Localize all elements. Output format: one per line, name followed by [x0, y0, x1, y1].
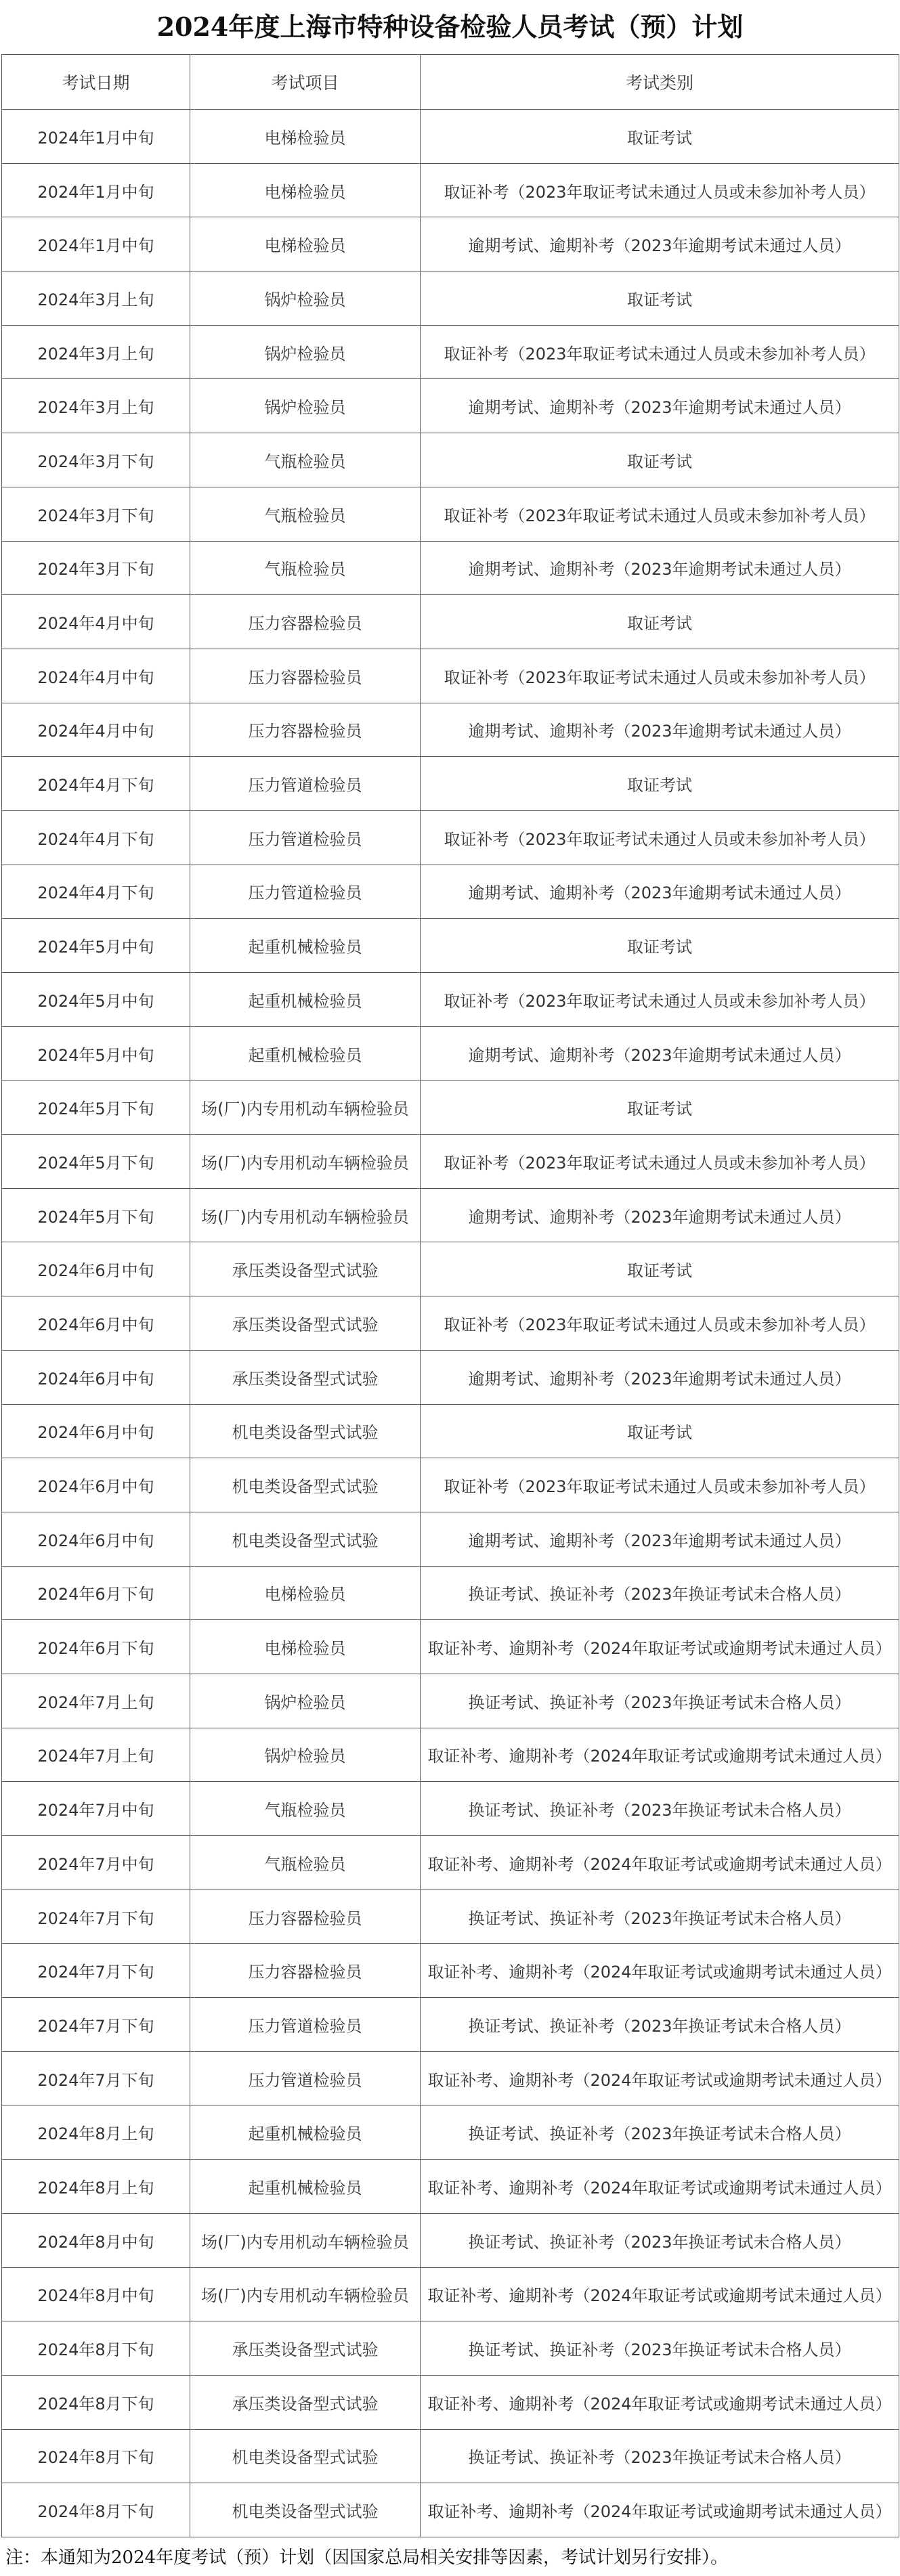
cell-exam-category: 取证补考、逾期补考（2024年取证考试或逾期考试未通过人员） [421, 2375, 899, 2429]
cell-exam-category: 取证考试 [421, 595, 899, 649]
table-row [2, 1188, 899, 1242]
cell-exam-category: 逾期考试、逾期补考（2023年逾期考试未通过人员） [421, 217, 899, 271]
cell-exam-category: 取证补考、逾期补考（2024年取证考试或逾期考试未通过人员） [421, 2160, 899, 2214]
cell-exam-category: 取证考试 [421, 110, 899, 164]
cell-exam-subject: 承压类设备型式试验 [190, 1242, 421, 1296]
table-row [2, 1080, 899, 1135]
table-row [2, 973, 899, 1027]
header-exam-date: 考试日期 [2, 55, 190, 110]
table-row [2, 1512, 899, 1566]
table-row [2, 1728, 899, 1782]
cell-exam-category: 取证补考、逾期补考（2024年取证考试或逾期考试未通过人员） [421, 1620, 899, 1674]
table-row [2, 2267, 899, 2321]
cell-exam-subject: 压力管道检验员 [190, 2051, 421, 2105]
table-row [2, 2429, 899, 2483]
table-row [2, 2213, 899, 2267]
table-row [2, 2105, 899, 2160]
footnote: 注：本通知为2024年度考试（预）计划（因国家总局相关安排等因素，考试计划另行安排）。 [5, 2548, 729, 2568]
table-row [2, 757, 899, 811]
cell-exam-date: 2024年4月中旬 [2, 703, 190, 757]
cell-exam-subject: 锅炉检验员 [190, 379, 421, 433]
cell-exam-subject: 压力容器检验员 [190, 1944, 421, 1998]
cell-exam-category: 逾期考试、逾期补考（2023年逾期考试未通过人员） [421, 1350, 899, 1404]
cell-exam-date: 2024年1月中旬 [2, 217, 190, 271]
cell-exam-date: 2024年8月下旬 [2, 2429, 190, 2483]
cell-exam-date: 2024年5月下旬 [2, 1135, 190, 1189]
cell-exam-subject: 气瓶检验员 [190, 1782, 421, 1836]
cell-exam-date: 2024年5月下旬 [2, 1080, 190, 1135]
cell-exam-category: 取证考试 [421, 919, 899, 973]
cell-exam-category: 取证补考、逾期补考（2024年取证考试或逾期考试未通过人员） [421, 1944, 899, 1998]
cell-exam-category: 换证考试、换证补考（2023年换证考试未合格人员） [421, 2429, 899, 2483]
table-row [2, 1026, 899, 1080]
cell-exam-subject: 场(厂)内专用机动车辆检验员 [190, 1080, 421, 1135]
page-title: 2024年度上海市特种设备检验人员考试（预）计划 [156, 12, 744, 42]
cell-exam-category: 取证考试 [421, 1242, 899, 1296]
cell-exam-subject: 气瓶检验员 [190, 1836, 421, 1890]
table-row [2, 217, 899, 271]
cell-exam-category: 取证补考（2023年取证考试未通过人员或未参加补考人员） [421, 325, 899, 379]
cell-exam-subject: 压力管道检验员 [190, 865, 421, 919]
table-row [2, 1350, 899, 1404]
cell-exam-category: 取证考试 [421, 1404, 899, 1458]
cell-exam-date: 2024年7月下旬 [2, 1890, 190, 1944]
table-row [2, 595, 899, 649]
cell-exam-category: 取证补考（2023年取证考试未通过人员或未参加补考人员） [421, 649, 899, 703]
table-row [2, 110, 899, 164]
cell-exam-date: 2024年4月中旬 [2, 649, 190, 703]
cell-exam-category: 取证考试 [421, 1080, 899, 1135]
cell-exam-subject: 锅炉检验员 [190, 271, 421, 326]
cell-exam-subject: 压力管道检验员 [190, 1998, 421, 2052]
cell-exam-category: 逾期考试、逾期补考（2023年逾期考试未通过人员） [421, 541, 899, 595]
table-row [2, 379, 899, 433]
cell-exam-date: 2024年3月上旬 [2, 271, 190, 326]
table-row [2, 1566, 899, 1620]
cell-exam-subject: 场(厂)内专用机动车辆检验员 [190, 1135, 421, 1189]
cell-exam-category: 逾期考试、逾期补考（2023年逾期考试未通过人员） [421, 1026, 899, 1080]
cell-exam-date: 2024年8月下旬 [2, 2483, 190, 2537]
cell-exam-subject: 锅炉检验员 [190, 325, 421, 379]
cell-exam-subject: 气瓶检验员 [190, 541, 421, 595]
cell-exam-category: 取证补考（2023年取证考试未通过人员或未参加补考人员） [421, 487, 899, 541]
table-row [2, 1242, 899, 1296]
cell-exam-date: 2024年7月上旬 [2, 1674, 190, 1728]
cell-exam-date: 2024年8月下旬 [2, 2321, 190, 2376]
cell-exam-date: 2024年5月中旬 [2, 973, 190, 1027]
cell-exam-category: 取证补考（2023年取证考试未通过人员或未参加补考人员） [421, 1296, 899, 1351]
cell-exam-date: 2024年4月下旬 [2, 865, 190, 919]
cell-exam-date: 2024年1月中旬 [2, 163, 190, 217]
cell-exam-category: 换证考试、换证补考（2023年换证考试未合格人员） [421, 1890, 899, 1944]
cell-exam-date: 2024年4月中旬 [2, 595, 190, 649]
table-row [2, 2051, 899, 2105]
cell-exam-date: 2024年7月下旬 [2, 2051, 190, 2105]
table-row [2, 1404, 899, 1458]
cell-exam-date: 2024年6月中旬 [2, 1242, 190, 1296]
cell-exam-subject: 机电类设备型式试验 [190, 1404, 421, 1458]
cell-exam-category: 取证补考（2023年取证考试未通过人员或未参加补考人员） [421, 973, 899, 1027]
cell-exam-category: 换证考试、换证补考（2023年换证考试未合格人员） [421, 2105, 899, 2160]
table-row [2, 1890, 899, 1944]
table-header-row [2, 55, 899, 110]
table-body [2, 110, 899, 2537]
table-row [2, 2375, 899, 2429]
cell-exam-subject: 电梯检验员 [190, 163, 421, 217]
cell-exam-subject: 锅炉检验员 [190, 1728, 421, 1782]
cell-exam-date: 2024年7月上旬 [2, 1728, 190, 1782]
cell-exam-category: 取证补考（2023年取证考试未通过人员或未参加补考人员） [421, 810, 899, 865]
table-row [2, 271, 899, 326]
table-row [2, 2160, 899, 2214]
table-row [2, 1458, 899, 1512]
cell-exam-date: 2024年1月中旬 [2, 110, 190, 164]
cell-exam-category: 换证考试、换证补考（2023年换证考试未合格人员） [421, 1566, 899, 1620]
cell-exam-date: 2024年6月中旬 [2, 1296, 190, 1351]
cell-exam-category: 换证考试、换证补考（2023年换证考试未合格人员） [421, 1998, 899, 2052]
cell-exam-date: 2024年7月中旬 [2, 1836, 190, 1890]
cell-exam-subject: 机电类设备型式试验 [190, 2429, 421, 2483]
cell-exam-category: 取证补考（2023年取证考试未通过人员或未参加补考人员） [421, 1458, 899, 1512]
table-row [2, 163, 899, 217]
table-row [2, 1836, 899, 1890]
table-row [2, 487, 899, 541]
cell-exam-category: 逾期考试、逾期补考（2023年逾期考试未通过人员） [421, 1188, 899, 1242]
table-row [2, 649, 899, 703]
table-row [2, 433, 899, 487]
cell-exam-date: 2024年3月上旬 [2, 379, 190, 433]
cell-exam-subject: 机电类设备型式试验 [190, 1458, 421, 1512]
cell-exam-date: 2024年4月下旬 [2, 810, 190, 865]
cell-exam-category: 逾期考试、逾期补考（2023年逾期考试未通过人员） [421, 865, 899, 919]
exam-schedule-table [1, 54, 899, 2537]
cell-exam-subject: 电梯检验员 [190, 217, 421, 271]
cell-exam-subject: 气瓶检验员 [190, 433, 421, 487]
cell-exam-date: 2024年5月下旬 [2, 1188, 190, 1242]
cell-exam-category: 取证补考（2023年取证考试未通过人员或未参加补考人员） [421, 1135, 899, 1189]
cell-exam-subject: 承压类设备型式试验 [190, 2321, 421, 2376]
cell-exam-category: 换证考试、换证补考（2023年换证考试未合格人员） [421, 2321, 899, 2376]
cell-exam-subject: 气瓶检验员 [190, 487, 421, 541]
header-exam-category: 考试类别 [421, 55, 899, 110]
cell-exam-category: 取证补考（2023年取证考试未通过人员或未参加补考人员） [421, 163, 899, 217]
cell-exam-subject: 压力管道检验员 [190, 757, 421, 811]
table-row [2, 2483, 899, 2537]
table-row [2, 919, 899, 973]
cell-exam-subject: 机电类设备型式试验 [190, 2483, 421, 2537]
cell-exam-date: 2024年6月下旬 [2, 1620, 190, 1674]
cell-exam-subject: 压力容器检验员 [190, 649, 421, 703]
cell-exam-category: 取证补考、逾期补考（2024年取证考试或逾期考试未通过人员） [421, 1836, 899, 1890]
cell-exam-subject: 电梯检验员 [190, 110, 421, 164]
cell-exam-subject: 承压类设备型式试验 [190, 2375, 421, 2429]
cell-exam-date: 2024年5月中旬 [2, 919, 190, 973]
cell-exam-category: 逾期考试、逾期补考（2023年逾期考试未通过人员） [421, 379, 899, 433]
table-row [2, 1296, 899, 1351]
cell-exam-date: 2024年8月下旬 [2, 2375, 190, 2429]
cell-exam-subject: 承压类设备型式试验 [190, 1350, 421, 1404]
table-row [2, 703, 899, 757]
cell-exam-date: 2024年6月中旬 [2, 1512, 190, 1566]
cell-exam-category: 换证考试、换证补考（2023年换证考试未合格人员） [421, 1674, 899, 1728]
cell-exam-subject: 电梯检验员 [190, 1620, 421, 1674]
table-row [2, 810, 899, 865]
cell-exam-date: 2024年3月下旬 [2, 541, 190, 595]
cell-exam-date: 2024年3月上旬 [2, 325, 190, 379]
cell-exam-subject: 电梯检验员 [190, 1566, 421, 1620]
cell-exam-subject: 压力容器检验员 [190, 703, 421, 757]
cell-exam-date: 2024年6月中旬 [2, 1350, 190, 1404]
cell-exam-subject: 压力管道检验员 [190, 810, 421, 865]
cell-exam-category: 换证考试、换证补考（2023年换证考试未合格人员） [421, 2213, 899, 2267]
cell-exam-category: 取证考试 [421, 271, 899, 326]
cell-exam-date: 2024年6月中旬 [2, 1404, 190, 1458]
cell-exam-subject: 起重机械检验员 [190, 2105, 421, 2160]
cell-exam-category: 逾期考试、逾期补考（2023年逾期考试未通过人员） [421, 703, 899, 757]
cell-exam-date: 2024年3月下旬 [2, 433, 190, 487]
table-row [2, 1782, 899, 1836]
cell-exam-date: 2024年4月下旬 [2, 757, 190, 811]
cell-exam-subject: 锅炉检验员 [190, 1674, 421, 1728]
cell-exam-category: 逾期考试、逾期补考（2023年逾期考试未通过人员） [421, 1512, 899, 1566]
cell-exam-subject: 机电类设备型式试验 [190, 1512, 421, 1566]
cell-exam-subject: 场(厂)内专用机动车辆检验员 [190, 2213, 421, 2267]
table-row [2, 325, 899, 379]
cell-exam-date: 2024年7月中旬 [2, 1782, 190, 1836]
cell-exam-date: 2024年8月上旬 [2, 2105, 190, 2160]
cell-exam-date: 2024年3月下旬 [2, 487, 190, 541]
table-row [2, 1944, 899, 1998]
cell-exam-subject: 起重机械检验员 [190, 919, 421, 973]
table-row [2, 541, 899, 595]
cell-exam-subject: 起重机械检验员 [190, 973, 421, 1027]
cell-exam-category: 取证考试 [421, 757, 899, 811]
table-row [2, 1674, 899, 1728]
table-row [2, 1135, 899, 1189]
cell-exam-category: 取证补考、逾期补考（2024年取证考试或逾期考试未通过人员） [421, 1728, 899, 1782]
cell-exam-subject: 压力容器检验员 [190, 1890, 421, 1944]
cell-exam-date: 2024年6月中旬 [2, 1458, 190, 1512]
cell-exam-category: 取证补考、逾期补考（2024年取证考试或逾期考试未通过人员） [421, 2267, 899, 2321]
table-row [2, 1998, 899, 2052]
cell-exam-date: 2024年6月下旬 [2, 1566, 190, 1620]
header-exam-subject: 考试项目 [190, 55, 421, 110]
cell-exam-date: 2024年5月中旬 [2, 1026, 190, 1080]
cell-exam-category: 取证考试 [421, 433, 899, 487]
table-row [2, 865, 899, 919]
cell-exam-date: 2024年7月下旬 [2, 1944, 190, 1998]
cell-exam-subject: 起重机械检验员 [190, 1026, 421, 1080]
cell-exam-category: 换证考试、换证补考（2023年换证考试未合格人员） [421, 1782, 899, 1836]
cell-exam-subject: 压力容器检验员 [190, 595, 421, 649]
table-row [2, 1620, 899, 1674]
table-row [2, 2321, 899, 2376]
cell-exam-category: 取证补考、逾期补考（2024年取证考试或逾期考试未通过人员） [421, 2483, 899, 2537]
cell-exam-date: 2024年8月上旬 [2, 2160, 190, 2214]
cell-exam-subject: 场(厂)内专用机动车辆检验员 [190, 2267, 421, 2321]
cell-exam-date: 2024年7月下旬 [2, 1998, 190, 2052]
cell-exam-subject: 起重机械检验员 [190, 2160, 421, 2214]
cell-exam-category: 取证补考、逾期补考（2024年取证考试或逾期考试未通过人员） [421, 2051, 899, 2105]
cell-exam-subject: 场(厂)内专用机动车辆检验员 [190, 1188, 421, 1242]
cell-exam-subject: 承压类设备型式试验 [190, 1296, 421, 1351]
cell-exam-date: 2024年8月中旬 [2, 2213, 190, 2267]
cell-exam-date: 2024年8月中旬 [2, 2267, 190, 2321]
